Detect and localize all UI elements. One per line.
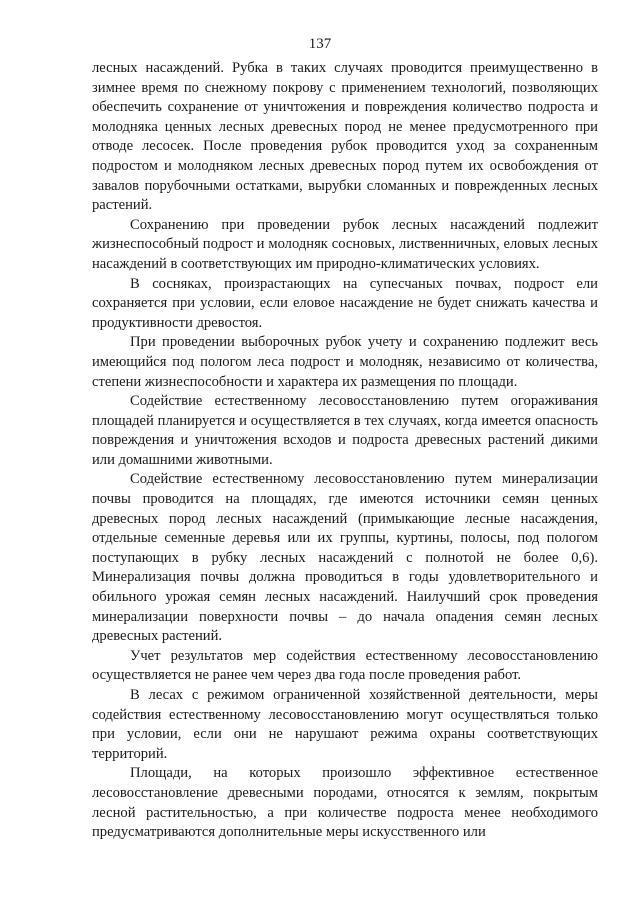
document-body	[92, 59, 598, 843]
page-number: 137	[308, 36, 332, 52]
paragraph: Учет результатов мер содействия естественному лесовосстановлению осуществляется не ранее чем через два года после проведения работ.	[92, 647, 598, 684]
paragraph: Содействие естественному лесовосстановлению путем огораживания площадей планируется и осуществляется в тех случаях, когда имеется опасность повреждения и уничтожения всходов и подроста древесных растений дикими или домашними животными.	[92, 393, 598, 468]
paragraph: Площади, на которых произошло эффективное естественное лесовосстановление древесными породами, относятся к землям, покрытым лесной растительностью, а при количестве подроста менее необходимого предусматриваются дополнительные меры искусственного или	[92, 765, 598, 841]
paragraph: В лесах с режимом ограниченной хозяйственной деятельности, меры содействия естественному лесовосстановлению могут осуществляться только при условии, если они не нарушают режима охраны соответствующих территорий.	[92, 687, 598, 762]
paragraph: Сохранению при проведении рубок лесных насаждений подлежит жизнеспособный подрост и молодняк сосновых, лиственничных, еловых лесных насаждений в соответствующих им природно-климатических условиях.	[92, 216, 598, 272]
paragraph: Содействие естественному лесовосстановлению путем минерализации почвы проводится на площадях, где имеются источники семян ценных древесных пород лесных насаждений (примыкающие лесные насаждения, отдельные семенные деревья или их группы, куртины, полосы, под пологом поступающих в рубку лесных насаждений с полнотой не более 0,6). Минерализация почвы должна проводиться в годы удовлетворительного и обильного урожая семян лесных насаждений. Наилучший срок проведения минерализации поверхности почвы – до начала опадения семян лесных древесных растений.	[92, 471, 598, 645]
paragraph: При проведении выборочных рубок учету и сохранению подлежит весь имеющийся под пологом леса подрост и молодняк, независимо от количества, степени жизнеспособности и характера их размещения по площади.	[92, 334, 598, 390]
paragraph: В сосняках, произрастающих на супесчаных почвах, подрост ели сохраняется при условии, если еловое насаждение не будет снижать качества и продуктивности древостоя.	[92, 275, 598, 331]
paragraph-continuation: лесных насаждений. Рубка в таких случаях проводится преимущественно в зимнее время по снежному покрову с применением технологий, позволяющих обеспечить сохранение от уничтожения и повреждения количество подроста и молодняка ценных лесных древесных пород не менее предусмотренного при отводе лесосек. После проведения рубок проводится уход за сохраненным подростом и молодняком лесных древесных пород путем их освобождения от завалов порубочными остатками, вырубки сломанных и поврежденных лесных растений.	[92, 60, 598, 214]
